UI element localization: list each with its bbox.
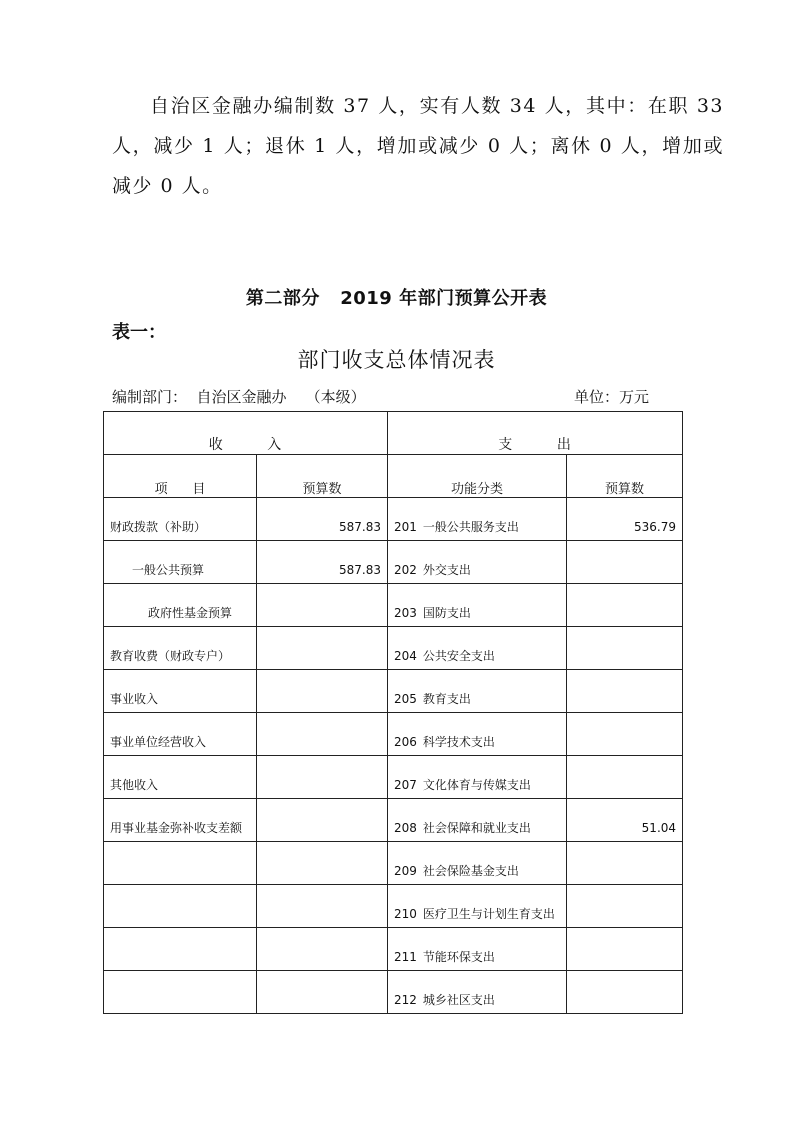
expense-amount-cell bbox=[567, 584, 683, 627]
expense-item-cell bbox=[388, 885, 567, 928]
income-item-cell bbox=[104, 670, 257, 713]
income-item: 事业收入 bbox=[110, 692, 159, 706]
table-row bbox=[104, 928, 683, 971]
expense-code: 211 bbox=[394, 950, 417, 964]
income-item-cell bbox=[104, 498, 257, 541]
income-item: 其他收入 bbox=[110, 778, 159, 792]
expense-amount bbox=[567, 620, 682, 626]
table-subheader-row bbox=[104, 455, 683, 498]
expense-code: 209 bbox=[394, 864, 417, 878]
expense-code: 204 bbox=[394, 649, 417, 663]
income-item-cell bbox=[104, 885, 257, 928]
table-row bbox=[104, 584, 683, 627]
expense-amount bbox=[567, 878, 682, 884]
expense-amount bbox=[567, 792, 682, 798]
expense-item-cell bbox=[388, 627, 567, 670]
expense-item-cell bbox=[388, 584, 567, 627]
income-amount bbox=[257, 878, 387, 884]
column-header-item: 项 目 bbox=[104, 455, 257, 498]
expense-item-cell bbox=[388, 971, 567, 1014]
expense-code: 203 bbox=[394, 606, 417, 620]
income-item-cell bbox=[104, 713, 257, 756]
expense-item: 社会保险基金支出 bbox=[422, 864, 519, 878]
table-label: 表一： bbox=[112, 322, 166, 343]
expense-amount: 51.04 bbox=[641, 821, 677, 835]
expense-code: 206 bbox=[394, 735, 417, 749]
table-row bbox=[104, 842, 683, 885]
expense-item: 一般公共服务支出 bbox=[422, 520, 519, 534]
income-item: 事业单位经营收入 bbox=[110, 735, 207, 749]
expense-item-cell bbox=[388, 541, 567, 584]
table-row bbox=[104, 713, 683, 756]
income-item-cell bbox=[104, 541, 257, 584]
income-amount-cell bbox=[257, 713, 388, 756]
income-amount-cell bbox=[257, 627, 388, 670]
income-item-cell bbox=[104, 842, 257, 885]
expense-item-cell bbox=[388, 498, 567, 541]
expense-item: 社会保障和就业支出 bbox=[422, 821, 531, 835]
expense-amount-cell bbox=[567, 928, 683, 971]
expense-header: 支 出 bbox=[388, 412, 683, 455]
expense-item: 国防支出 bbox=[422, 606, 471, 620]
expense-code: 201 bbox=[394, 520, 417, 534]
expense-code: 207 bbox=[394, 778, 417, 792]
income-amount-cell bbox=[257, 541, 388, 584]
expense-item-cell bbox=[388, 756, 567, 799]
income-amount bbox=[257, 792, 387, 798]
income-item: 政府性基金预算 bbox=[148, 606, 233, 620]
table-row bbox=[104, 799, 683, 842]
income-item bbox=[104, 921, 256, 927]
expense-amount-cell bbox=[567, 885, 683, 928]
income-header: 收 入 bbox=[104, 412, 388, 455]
expense-amount-cell bbox=[567, 842, 683, 885]
expense-item-cell bbox=[388, 713, 567, 756]
income-item-cell bbox=[104, 928, 257, 971]
income-amount bbox=[257, 749, 387, 755]
income-item-cell bbox=[104, 584, 257, 627]
expense-item: 节能环保支出 bbox=[422, 950, 495, 964]
table-row bbox=[104, 885, 683, 928]
expense-amount bbox=[567, 577, 682, 583]
income-amount: 587.83 bbox=[339, 520, 382, 534]
income-amount-cell bbox=[257, 928, 388, 971]
expense-item: 医疗卫生与计划生育支出 bbox=[422, 907, 555, 921]
expense-amount-cell bbox=[567, 971, 683, 1014]
intro-paragraph: 自治区金融办编制数 37 人，实有人数 34 人，其中：在职 33 人，减少 1 人；退休 1 人，增加或减少 0 人；离休 0 人，增加或减少 0 人。 bbox=[112, 95, 724, 197]
income-item bbox=[104, 878, 256, 884]
expense-amount bbox=[567, 921, 682, 927]
expense-item-cell bbox=[388, 928, 567, 971]
part-title: 第二部分 2019 年部门预算公开表 bbox=[245, 288, 548, 309]
income-amount-cell bbox=[257, 842, 388, 885]
income-amount bbox=[257, 706, 387, 712]
table-row bbox=[104, 541, 683, 584]
income-item-cell bbox=[104, 971, 257, 1014]
expense-amount bbox=[567, 749, 682, 755]
income-amount bbox=[257, 1007, 387, 1013]
table-row bbox=[104, 627, 683, 670]
table-header-row bbox=[104, 412, 683, 455]
expense-amount-cell bbox=[567, 541, 683, 584]
income-item: 教育收费（财政专户） bbox=[110, 649, 231, 663]
expense-code: 212 bbox=[394, 993, 417, 1007]
income-item: 用事业基金弥补收支差额 bbox=[110, 821, 243, 835]
column-header-income-amount: 预算数 bbox=[257, 455, 388, 498]
income-amount bbox=[257, 835, 387, 841]
expense-code: 210 bbox=[394, 907, 417, 921]
income-amount-cell bbox=[257, 799, 388, 842]
expense-amount: 536.79 bbox=[634, 520, 677, 534]
column-header-function: 功能分类 bbox=[388, 455, 567, 498]
income-item: 一般公共预算 bbox=[132, 563, 205, 577]
income-amount-cell bbox=[257, 584, 388, 627]
expense-item: 外交支出 bbox=[422, 563, 471, 577]
expense-item-cell bbox=[388, 670, 567, 713]
expense-amount-cell bbox=[567, 498, 683, 541]
income-item bbox=[104, 964, 256, 970]
income-item: 财政拨款（补助） bbox=[110, 520, 207, 534]
expense-code: 208 bbox=[394, 821, 417, 835]
expense-item-cell bbox=[388, 799, 567, 842]
income-amount bbox=[257, 620, 387, 626]
expense-amount bbox=[567, 663, 682, 669]
expense-amount-cell bbox=[567, 670, 683, 713]
expense-amount bbox=[567, 1007, 682, 1013]
column-header-expense-amount: 预算数 bbox=[567, 455, 683, 498]
income-item-cell bbox=[104, 627, 257, 670]
unit-label: 单位：万元 bbox=[574, 388, 650, 406]
income-amount bbox=[257, 663, 387, 669]
income-amount: 587.83 bbox=[339, 563, 382, 577]
expense-amount-cell bbox=[567, 627, 683, 670]
income-amount-cell bbox=[257, 670, 388, 713]
expense-amount-cell bbox=[567, 799, 683, 842]
income-amount bbox=[257, 921, 387, 927]
expense-amount-cell bbox=[567, 756, 683, 799]
table-row bbox=[104, 971, 683, 1014]
income-item-cell bbox=[104, 799, 257, 842]
income-amount-cell bbox=[257, 498, 388, 541]
expense-amount bbox=[567, 964, 682, 970]
income-item-cell bbox=[104, 756, 257, 799]
expense-item: 城乡社区支出 bbox=[422, 993, 495, 1007]
budget-table bbox=[103, 411, 683, 1014]
department-label: 编制部门： 自治区金融办 （本级） bbox=[112, 388, 366, 406]
expense-amount bbox=[567, 706, 682, 712]
expense-item-cell bbox=[388, 842, 567, 885]
expense-code: 202 bbox=[394, 563, 417, 577]
expense-item: 文化体育与传媒支出 bbox=[422, 778, 531, 792]
income-amount-cell bbox=[257, 971, 388, 1014]
expense-item: 科学技术支出 bbox=[422, 735, 495, 749]
expense-item: 教育支出 bbox=[422, 692, 471, 706]
income-amount-cell bbox=[257, 756, 388, 799]
table-row bbox=[104, 670, 683, 713]
income-amount-cell bbox=[257, 885, 388, 928]
table-row bbox=[104, 756, 683, 799]
expense-amount-cell bbox=[567, 713, 683, 756]
expense-item: 公共安全支出 bbox=[422, 649, 495, 663]
table-row bbox=[104, 498, 683, 541]
expense-code: 205 bbox=[394, 692, 417, 706]
table-title: 部门收支总体情况表 bbox=[297, 348, 496, 372]
income-item bbox=[104, 1007, 256, 1013]
income-amount bbox=[257, 964, 387, 970]
